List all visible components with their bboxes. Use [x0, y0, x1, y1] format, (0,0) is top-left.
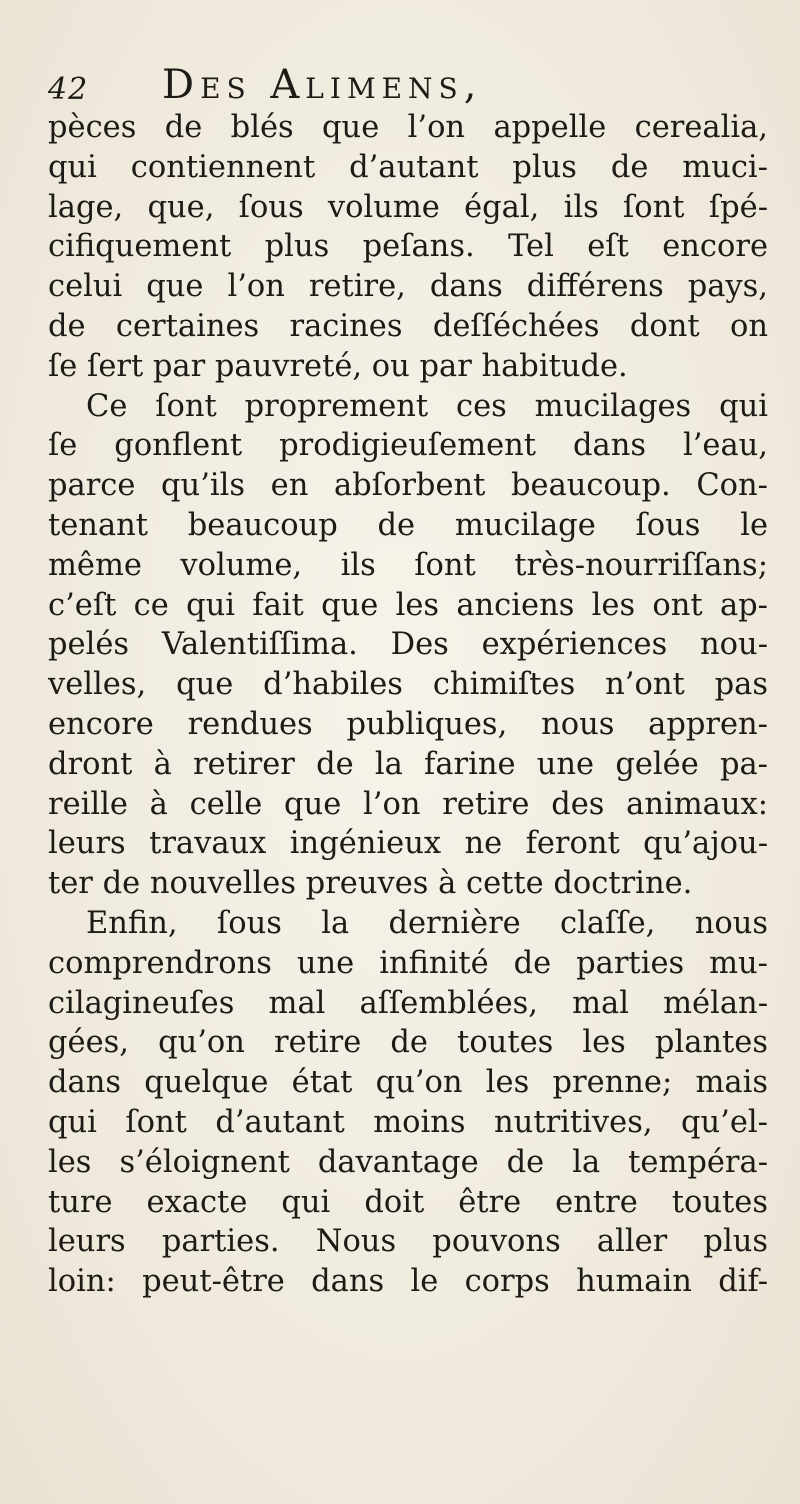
- text-line: reille à celle que l’on retire des animaux:: [48, 786, 768, 822]
- text-line: les s’éloignent davantage de la tempéra-: [48, 1144, 768, 1180]
- text-line: de certaines racines deſſéchées dont on: [48, 308, 768, 344]
- text-line: cilagineuſes mal aſſemblées, mal mélan-: [48, 985, 768, 1021]
- text-line: ſe ſert par pauvreté, ou par habitude.: [48, 348, 628, 384]
- page-number: 42: [48, 72, 89, 107]
- text-line: parce qu’ils en abſorbent beaucoup. Con-: [48, 468, 768, 504]
- text-line: cifiquement plus peſans. Tel eſt encore: [48, 229, 768, 265]
- text-line: loin: peut-être dans le corps humain dif-: [48, 1264, 768, 1300]
- text-line: ter de nouvelles preuves à cette doctrine.: [48, 866, 693, 902]
- text-line: ture exacte qui doit être entre toutes: [48, 1184, 768, 1220]
- text-line: pelés Valentiſſima. Des expériences nou-: [48, 627, 768, 663]
- body-text: [48, 108, 768, 1302]
- text-line: c’eſt ce qui fait que les anciens les ont ap-: [48, 587, 768, 623]
- text-line: dans quelque état qu’on les prenne; mais: [48, 1065, 768, 1101]
- text-line: qui ſont d’autant moins nutritives, qu’el-: [48, 1104, 768, 1140]
- text-line: même volume, ils ſont très-nourriſſans;: [48, 547, 768, 583]
- text-line: leurs parties. Nous pouvons aller plus: [48, 1224, 768, 1260]
- page-header: [48, 62, 748, 110]
- text-line: gées, qu’on retire de toutes les plantes: [48, 1025, 768, 1061]
- text-line: tenant beaucoup de mucilage ſous le: [48, 507, 768, 543]
- text-line: celui que l’on retire, dans différens pays,: [48, 269, 768, 305]
- text-line: leurs travaux ingénieux ne feront qu’ajou-: [48, 826, 768, 862]
- text-line: comprendrons une infinité de parties mu-: [48, 945, 768, 981]
- text-line: encore rendues publiques, nous appren-: [48, 706, 768, 742]
- text-line: qui contiennent d’autant plus de muci-: [48, 149, 768, 185]
- running-title: Des Alimens,: [162, 62, 483, 108]
- text-line: pèces de blés que l’on appelle cerealia,: [48, 110, 768, 145]
- text-line: velles, que d’habiles chimiſtes n’ont pas: [48, 667, 768, 703]
- paragraph-start-line: Enfin, ſous la dernière claſſe, nous: [86, 905, 768, 941]
- text-line: dront à retirer de la farine une gelée pa-: [48, 746, 768, 782]
- text-line: lage, que, ſous volume égal, ils ſont ſpé-: [48, 189, 768, 225]
- paragraph-start-line: Ce ſont proprement ces mucilages qui: [86, 388, 768, 424]
- text-line: ſe gonflent prodigieuſement dans l’eau,: [48, 428, 768, 464]
